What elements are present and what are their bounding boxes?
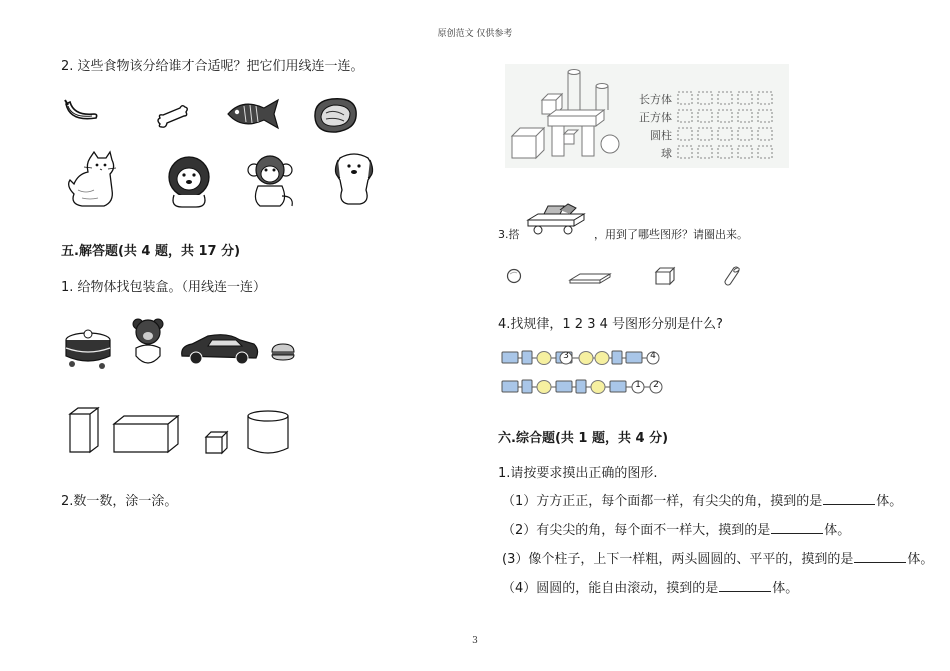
cube-choice-icon[interactable]	[654, 266, 676, 286]
bear-toy-icon	[130, 316, 166, 368]
item-1-text: （1）方方正正，每个面都一样，有尖尖的角，摸到的是	[502, 494, 823, 509]
item-4-blank[interactable]	[719, 579, 771, 592]
flat-board-choice-icon[interactable]	[568, 270, 612, 286]
label-cylinder: 圆柱	[650, 129, 672, 142]
item-2-blank[interactable]	[771, 521, 823, 534]
section-5-question-2: 2.数一数，涂一涂。	[61, 494, 178, 509]
label-cuboid: 长方体	[639, 93, 672, 106]
meat-icon	[310, 95, 360, 135]
question-3-prefix: 3.搭	[498, 228, 520, 241]
pattern-row-2	[500, 377, 670, 397]
sphere-choice-icon[interactable]	[506, 268, 522, 284]
page-number: 3	[472, 636, 478, 646]
item-2-text: （2）有尖尖的角，每个面不一样大，摸到的是	[502, 523, 771, 538]
item-4-suffix: 体。	[772, 581, 799, 596]
toy-car-icon	[178, 330, 262, 368]
item-4-text: （4）圆圆的，能自由滚动，摸到的是	[502, 581, 719, 596]
item-4	[502, 577, 798, 596]
label-cube: 正方体	[639, 111, 672, 124]
dog-icon	[160, 153, 218, 211]
cake-icon	[62, 326, 116, 372]
label-sphere: 球	[661, 147, 672, 160]
banana-icon	[62, 96, 102, 126]
pattern-row-1	[500, 348, 670, 368]
pattern-1-number-3: 3	[563, 351, 569, 361]
wide-box-icon	[112, 414, 180, 456]
item-1-blank[interactable]	[823, 492, 875, 505]
item-3-suffix: 体。	[907, 552, 934, 567]
question-4: 4.找规律，1 2 3 4 号图形分别是什么?	[498, 317, 723, 332]
tall-box-icon	[68, 406, 102, 456]
cylinder-box-icon	[246, 410, 290, 456]
section-5-question-1: 1. 给物体找包装盒。（用线连一连）	[61, 280, 267, 295]
monkey-icon	[244, 152, 298, 210]
cat-icon	[64, 150, 124, 212]
fish-icon	[224, 96, 282, 132]
stacked-shapes-illustration	[508, 64, 636, 168]
item-2	[502, 519, 850, 538]
burger-icon	[270, 342, 296, 362]
section-6-question-1: 1.请按要求摸出正确的图形.	[498, 466, 658, 481]
cube-box-icon	[204, 430, 230, 456]
item-2-suffix: 体。	[824, 523, 851, 538]
question-2-food-matching: 2. 这些食物该分给谁才合适呢？把它们用线连一连。	[61, 59, 364, 74]
block-vehicle-icon	[524, 200, 588, 238]
item-3	[502, 548, 933, 567]
pattern-1-number-4: 4	[650, 351, 656, 361]
puppy-icon	[330, 150, 378, 206]
cylinder-choice-icon[interactable]	[724, 266, 742, 286]
page-header: 原创范文 仅供参考	[437, 29, 513, 39]
question-3-suffix: ，用到了哪些图形？请圈出来。	[594, 228, 748, 241]
pattern-2-number-2: 2	[653, 380, 659, 390]
item-1-suffix: 体。	[876, 494, 903, 509]
item-3-blank[interactable]	[854, 550, 906, 563]
count-grid	[676, 90, 786, 160]
section-5-title: 五.解答题(共 4 题，共 17 分)	[61, 244, 241, 259]
section-6-title: 六.综合题(共 1 题，共 4 分)	[498, 431, 669, 446]
pattern-2-number-1: 1	[635, 380, 641, 390]
bone-icon	[154, 102, 192, 132]
item-1	[502, 490, 902, 509]
item-3-text: (3）像个柱子，上下一样粗，两头圆圆的、平平的，摸到的是	[502, 552, 854, 567]
